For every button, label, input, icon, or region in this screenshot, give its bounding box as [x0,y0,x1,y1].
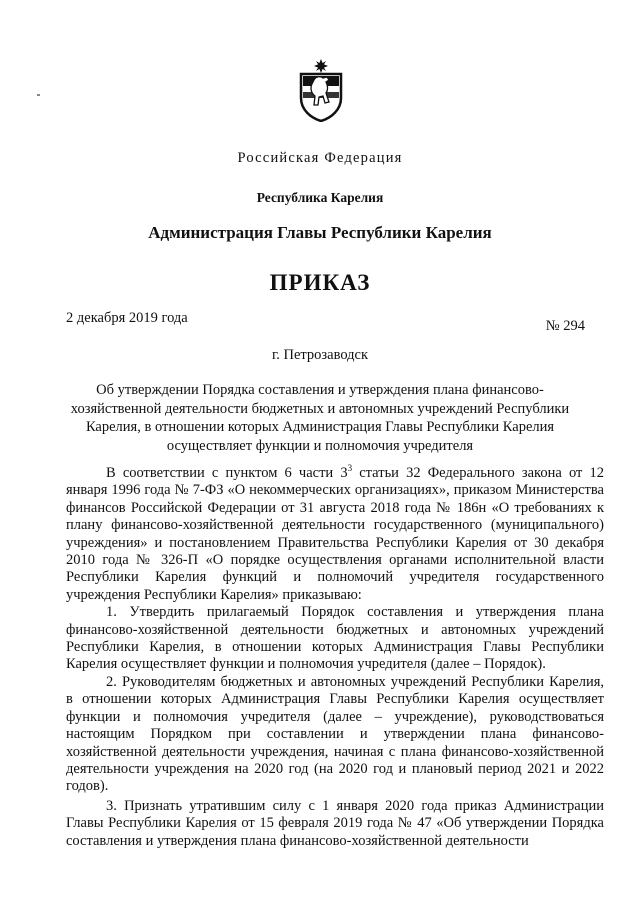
document-date: 2 декабря 2019 года [66,310,188,326]
preamble-superscript: 3 [347,463,353,474]
body-paragraph-item-3: 3. Признать утратившим силу с 1 января 2020 года приказ Администрации Главы Республики Карелия от 15 февраля 2019 года № 47 «Об утверждении Порядка составления и утверждения плана финансово-хозяйственной деятельности [66,797,604,849]
document-body [66,465,604,850]
document-city: г. Петрозаводск [271,347,369,363]
administration-name: Администрация Главы Республики Карелия [148,223,492,242]
document-subject: Об утверждении Порядка составления и утверждения плана финансово-хозяйственной деятельности бюджетных и автономных учреждений Республики Карелия, в отношении которых Администрация Главы Республики Карелия осуществляет функции и полномочия учредителя [70,382,570,454]
body-paragraph-item-1: 1. Утвердить прилагаемый Порядок составления и утверждения плана финансово-хозяйственной деятельности бюджетных и автономных учреждений Республики Карелия, в отношении которых Администрация Главы Республики Карелия осуществляет функции и полномочия учредителя (далее – Порядок). [66,604,604,673]
country-name: Российская Федерация [237,150,403,166]
body-paragraph-item-2: 2. Руководителям бюджетных и автономных учреждений Республики Карелия, в отношении которых Администрация Главы Республики Карелия осуществляет функции и полномочия учредителя (далее – учреждение), руководствоваться настоящим Порядком при составлении и утверждении плана финансово-хозяйственной деятельности учреждения, начиная с плана финансово-хозяйственной деятельности учреждения на 2020 год (на 2020 год и плановый период 2021 и 2022 годов). [66,673,604,795]
body-paragraph-preamble [66,465,604,604]
preamble-text-start: В соответствии с пунктом 6 части 3 [106,465,348,481]
document-number: № 294 [545,318,585,334]
preamble-text-end: статьи 32 Федерального закона от 12 января 1996 года № 7-ФЗ «О некоммерческих организациях», приказом Министерства финансов Российской Федерации от 31 августа 2018 года № 186н «О требованиях к плану финансово-хозяйственной деятельности государственного (муниципального) учреждения» и постановлением Правительства Республики Карелия от 30 декабря 2010 года № 326-П «О порядке осуществления органами исполнительной власти Республики Карелия функций и полномочий учредителя государственного учреждения Республики Карелия» приказываю: [66,465,604,603]
scan-artifact [37,94,40,96]
document-type-title: ПРИКАЗ [269,270,371,295]
coat-of-arms-icon [297,58,345,122]
republic-name: Республика Карелия [256,190,384,205]
